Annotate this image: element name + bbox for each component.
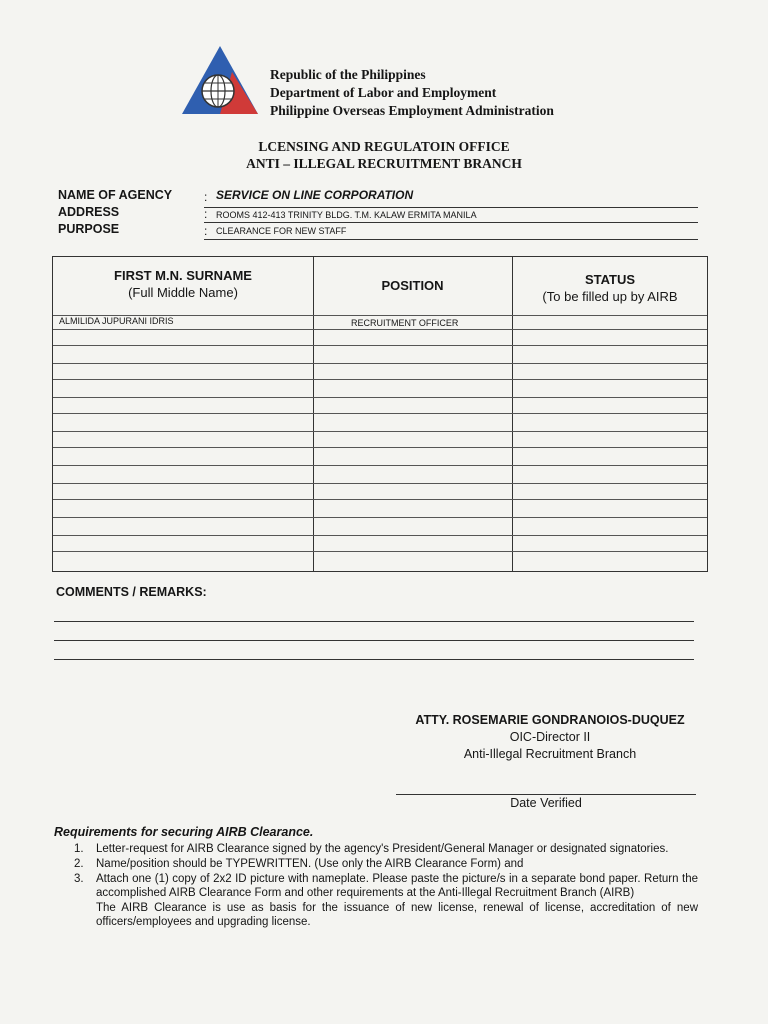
date-signature-line <box>396 794 696 795</box>
table-row-line <box>53 379 707 380</box>
requirement-item <box>74 842 698 856</box>
header-dole: Department of Labor and Employment <box>270 85 497 100</box>
comment-line <box>54 659 694 660</box>
agency-name-label: NAME OF AGENCY <box>58 188 173 202</box>
col-status-header <box>512 271 708 305</box>
purpose-label: PURPOSE <box>58 222 120 236</box>
requirement-text: Name/position should be TYPEWRITTEN. (Use only the AIRB Clearance Form) and <box>96 858 524 870</box>
comments-label: COMMENTS / REMARKS: <box>56 585 207 599</box>
table-row-1-position: RECRUITMENT OFFICER <box>351 318 459 328</box>
date-verified-label: Date Verified <box>510 796 582 810</box>
table-row-line <box>53 315 707 316</box>
table-row-line <box>53 551 707 552</box>
table-row-line <box>53 431 707 432</box>
address-value: ROOMS 412-413 TRINITY BLDG. T.M. KALAW ERMITA MANILA <box>216 210 477 220</box>
table-row-line <box>53 535 707 536</box>
requirements-note: The AIRB Clearance is use as basis for the issuance of new license, renewal of license, accreditation of new officers/employees and upgrading license. <box>96 902 698 928</box>
comment-line <box>54 621 694 622</box>
staff-table <box>52 256 708 572</box>
requirement-item <box>74 872 698 900</box>
table-row-line <box>53 329 707 330</box>
address-colon: : <box>204 207 208 221</box>
table-row-line <box>53 397 707 398</box>
table-row-line <box>53 465 707 466</box>
col-position-title: POSITION <box>381 278 444 293</box>
table-row-line <box>53 363 707 364</box>
comment-line <box>54 640 694 641</box>
col-status-title: STATUS <box>584 272 636 287</box>
office-title: LCENSING AND REGULATOIN OFFICE <box>258 139 510 154</box>
col-name-title: FIRST M.N. SURNAME <box>114 268 252 283</box>
requirement-text: Letter-request for AIRB Clearance signed by the agency's President/General Manager or designated signatories. <box>96 843 669 855</box>
requirement-item <box>74 857 698 871</box>
purpose-colon: : <box>204 224 208 238</box>
agency-name-underline <box>204 207 698 208</box>
requirement-number: 1. <box>74 843 84 855</box>
table-row-line <box>53 483 707 484</box>
table-row-line <box>53 499 707 500</box>
agency-header <box>270 66 554 120</box>
agency-name-colon: : <box>204 190 208 204</box>
requirements-list <box>74 842 698 929</box>
branch-title: ANTI – ILLEGAL RECRUITMENT BRANCH <box>246 156 522 171</box>
table-col-divider <box>313 257 314 571</box>
table-row-line <box>53 345 707 346</box>
header-republic: Republic of the Philippines <box>270 67 426 82</box>
poea-globe-logo-icon <box>180 44 260 116</box>
purpose-value: CLEARANCE FOR NEW STAFF <box>216 226 347 236</box>
address-label: ADDRESS <box>58 205 120 219</box>
agency-name-value: SERVICE ON LINE CORPORATION <box>216 188 414 202</box>
col-position-header <box>313 277 512 294</box>
col-name-header <box>53 267 313 301</box>
requirements-title: Requirements for securing AIRB Clearance. <box>54 825 314 839</box>
col-name-subtitle: (Full Middle Name) <box>128 285 238 300</box>
table-row-line <box>53 447 707 448</box>
purpose-underline <box>204 239 698 240</box>
requirement-text: Attach one (1) copy of 2x2 ID picture with nameplate. Please paste the picture/s in a separate bond paper. Return the accomplished AIRB Clearance Form and other requirements at the Anti-Illegal Recruitment Branch (AIRB) <box>96 873 698 899</box>
requirement-number: 3. <box>74 873 84 885</box>
signatory-name: ATTY. ROSEMARIE GONDRANOIOS-DUQUEZ <box>415 713 685 727</box>
requirement-number: 2. <box>74 858 84 870</box>
table-row-1-name: ALMILIDA JUPURANI IDRIS <box>59 316 174 326</box>
col-status-subtitle: (To be filled up by AIRB <box>542 289 678 304</box>
table-row-line <box>53 413 707 414</box>
signatory-branch: Anti-Illegal Recruitment Branch <box>463 747 637 761</box>
signatory-title: OIC-Director II <box>509 730 591 744</box>
header-poea: Philippine Overseas Employment Administration <box>270 103 554 118</box>
address-underline <box>204 222 698 223</box>
table-row-line <box>53 517 707 518</box>
